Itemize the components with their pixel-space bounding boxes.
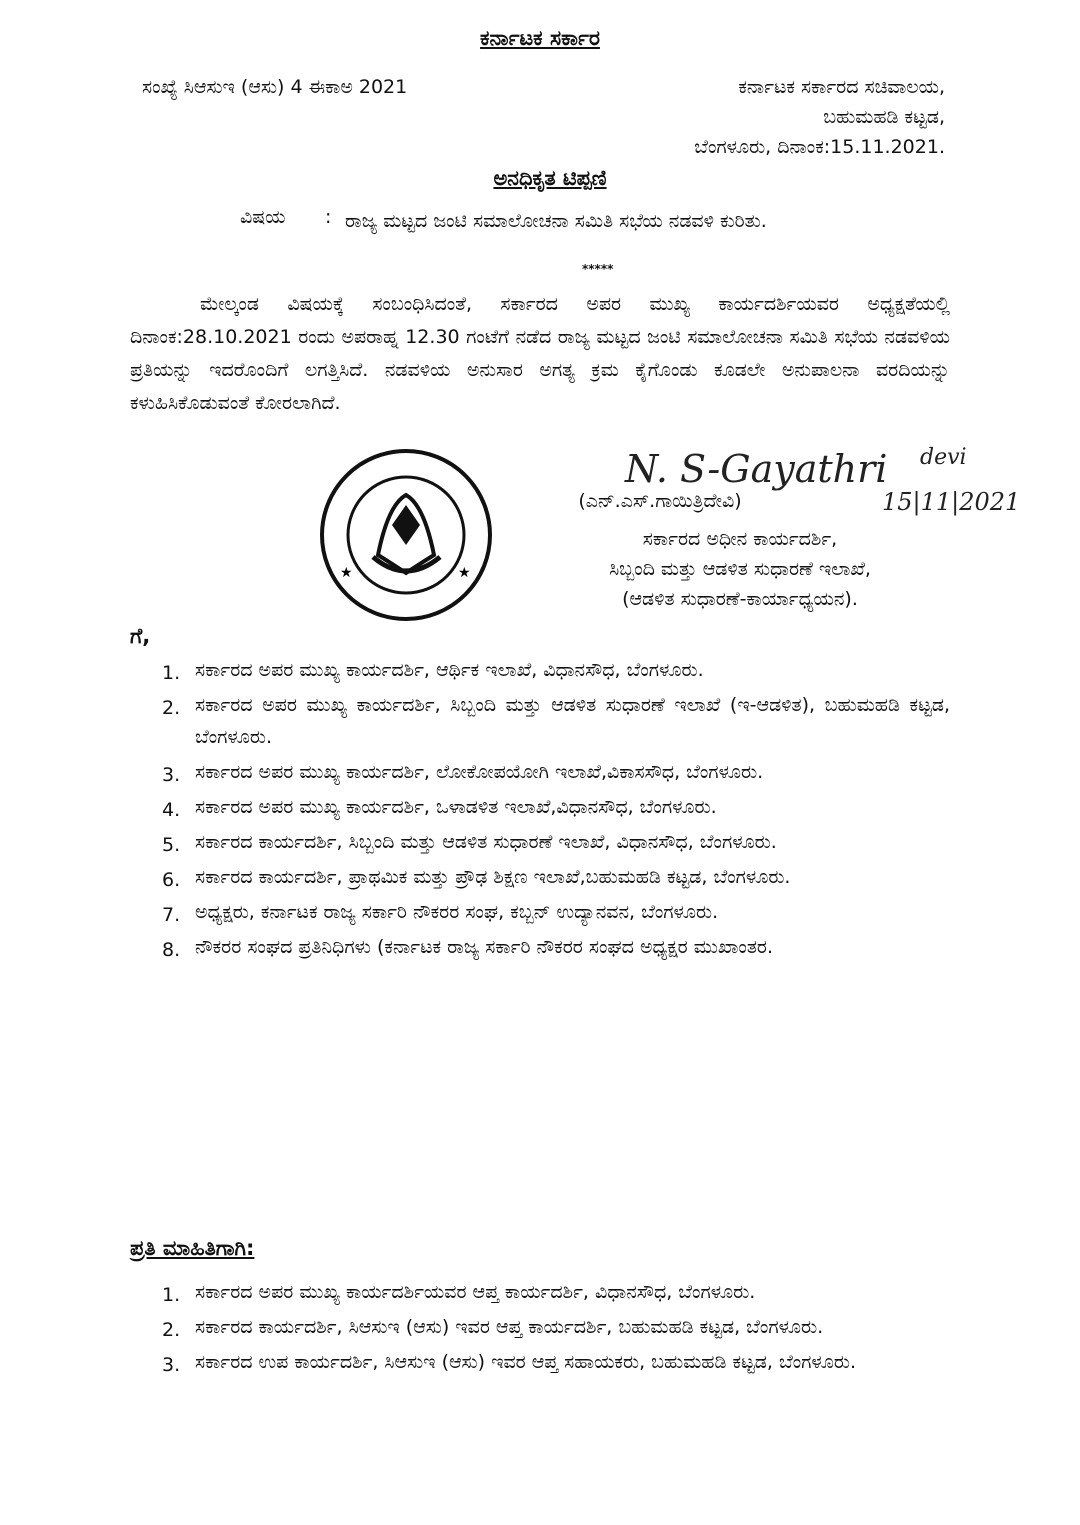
item-number: 4.: [162, 799, 181, 821]
copies-list: [150, 1276, 950, 1381]
list-item: [150, 689, 950, 753]
item-number: 2.: [162, 697, 181, 719]
copies-label: ಪ್ರತಿ ಮಾಹಿತಿಗಾಗಿ:: [130, 1236, 255, 1260]
list-item: [150, 791, 950, 823]
document-title: ಕರ್ನಾಟಕ ಸರ್ಕಾರ: [480, 26, 600, 50]
signatory-designation: ಸರ್ಕಾರದ ಅಧೀನ ಕಾರ್ಯದರ್ಶಿ,: [642, 528, 838, 550]
item-number: 3.: [162, 764, 181, 786]
item-number: 3.: [162, 1354, 181, 1376]
svg-text:15|11|2021: 15|11|2021: [882, 488, 1020, 516]
item-number: 1.: [162, 1284, 181, 1306]
address-date-line: ಬೆಂಗಳೂರು, ದಿನಾಂಕ:15.11.2021.: [694, 136, 945, 158]
item-text: ಸರ್ಕಾರದ ಕಾರ್ಯದರ್ಶಿ, ಸಿಬ್ಬಂದಿ ಮತ್ತು ಆಡಳಿತ ಸುಧಾರಣೆ ಇಲಾಖೆ, ವಿಧಾನಸೌಧ, ಬೆಂಗಳೂರು.: [195, 831, 777, 853]
subject-colon: :: [325, 206, 332, 228]
item-number: 5.: [162, 834, 181, 856]
svg-text:★: ★: [458, 565, 471, 581]
reference-number: ಸಂಖ್ಯೆ ಸಿಆಸುಇ (ಆಸು) 4 ಈಕಾಅ 2021: [142, 76, 408, 98]
list-item: [150, 1346, 950, 1378]
item-text: ಅಧ್ಯಕ್ಷರು, ಕರ್ನಾಟಕ ರಾಜ್ಯ ಸರ್ಕಾರಿ ನೌಕರರ ಸಂಘ, ಕಬ್ಬನ್ ಉದ್ಯಾನವನ, ಬೆಂಗಳೂರು.: [195, 901, 719, 923]
list-item: [150, 826, 950, 858]
svg-text:N. S-Gayathri: N. S-Gayathri: [625, 447, 888, 491]
list-item: [150, 1276, 950, 1308]
item-text: ಸರ್ಕಾರದ ಅಪರ ಮುಖ್ಯ ಕಾರ್ಯದರ್ಶಿಯವರ ಆಪ್ತ ಕಾರ್ಯದರ್ಶಿ, ವಿಧಾನಸೌಧ, ಬೆಂಗಳೂರು.: [195, 1281, 756, 1303]
list-item: [150, 931, 950, 963]
signatory-name: (ಎನ್.ಎಸ್.ಗಾಯಿತ್ರಿದೇವಿ): [578, 490, 742, 512]
item-text: ಸರ್ಕಾರದ ಅಪರ ಮುಖ್ಯ ಕಾರ್ಯದರ್ಶಿ, ಒಳಾಡಳಿತ ಇಲಾಖೆ,ವಿಧಾನಸೌಧ, ಬೆಂಗಳೂರು.: [195, 796, 717, 818]
recipients-label: ಗೆ,: [130, 624, 151, 648]
item-text: ನೌಕರರ ಸಂಘದ ಪ್ರತಿನಿಧಿಗಳು (ಕರ್ನಾಟಕ ರಾಜ್ಯ ಸರ್ಕಾರಿ ನೌಕರರ ಸಂಘದ ಅಧ್ಯಕ್ಷರ ಮುಖಾಂತರ.: [195, 936, 773, 958]
signatory-department: ಸಿಬ್ಬಂದಿ ಮತ್ತು ಆಡಳಿತ ಸುಧಾರಣೆ ಇಲಾಖೆ,: [609, 558, 871, 580]
item-number: 2.: [162, 1319, 181, 1341]
list-item: [150, 756, 950, 788]
item-number: 8.: [162, 939, 181, 961]
item-text: ಸರ್ಕಾರದ ಕಾರ್ಯದರ್ಶಿ, ಪ್ರಾಥಮಿಕ ಮತ್ತು ಪ್ರೌಢ ಶಿಕ್ಷಣ ಇಲಾಖೆ,ಬಹುಮಹಡಿ ಕಟ್ಟಡ, ಬೆಂಗಳೂರು.: [195, 866, 791, 888]
item-text: ಸರ್ಕಾರದ ಉಪ ಕಾರ್ಯದರ್ಶಿ, ಸಿಆಸುಇ (ಆಸು) ಇವರ ಆಪ್ತ ಸಹಾಯಕರು, ಬಹುಮಹಡಿ ಕಟ್ಟಡ, ಬೆಂಗಳೂರು.: [195, 1351, 856, 1373]
address-line: ಬಹುಮಹಡಿ ಕಟ್ಟಡ,: [823, 106, 945, 128]
subject-label: ವಿಷಯ: [240, 206, 286, 228]
item-text: ಸರ್ಕಾರದ ಅಪರ ಮುಖ್ಯ ಕಾರ್ಯದರ್ಶಿ, ಸಿಬ್ಬಂದಿ ಮತ್ತು ಆಡಳಿತ ಸುಧಾರಣೆ ಇಲಾಖೆ (ಇ-ಆಡಳಿತ), ಬಹುಮಹಡಿ ಕಟ್ಟಡ, ಬೆಂಗಳೂರು.: [195, 694, 950, 748]
address-line: ಕರ್ನಾಟಕ ಸರ್ಕಾರದ ಸಚಿವಾಲಯ,: [738, 76, 945, 98]
body-paragraph: ಮೇಲ್ಕಂಡ ವಿಷಯಕ್ಕೆ ಸಂಬಂಧಿಸಿದಂತೆ, ಸರ್ಕಾರದ ಅಪರ ಮುಖ್ಯ ಕಾರ್ಯದರ್ಶಿಯವರ ಅಧ್ಯಕ್ಷತೆಯಲ್ಲಿ ದಿನಾಂಕ:28.10.2021 ರಂದು ಅಪರಾಹ್ನ 12.30 ಗಂಟೆಗೆ ನಡೆದ ರಾಜ್ಯ ಮಟ್ಟದ ಜಂಟಿ ಸಮಾಲೋಚನಾ ಸಮಿತಿ ಸಭೆಯ ನಡವಳಿಯ ಪ್ರತಿಯನ್ನು ಇದರೊಂದಿಗೆ ಲಗತ್ತಿಸಿದೆ. ನಡವಳಿಯ ಅನುಸಾರ ಅಗತ್ಯ ಕ್ರಮ ಕೈಗೊಂಡು ಕೂಡಲೇ ಅನುಪಾಲನಾ ವರದಿಯನ್ನು ಕಳುಹಿಸಿಕೊಡುವಂತೆ ಕೋರಲಾಗಿದೆ.: [130, 293, 950, 414]
note-heading: ಅನಧಿಕೃತ ಟಿಪ್ಪಣಿ: [493, 166, 607, 190]
list-item: [150, 1311, 950, 1343]
item-text: ಸರ್ಕಾರದ ಅಪರ ಮುಖ್ಯ ಕಾರ್ಯದರ್ಶಿ, ಲೋಕೋಪಯೋಗಿ ಇಲಾಖೆ,ವಿಕಾಸಸೌಧ, ಬೆಂಗಳೂರು.: [195, 761, 764, 783]
svg-text:devi: devi: [920, 445, 967, 470]
item-text: ಸರ್ಕಾರದ ಅಪರ ಮುಖ್ಯ ಕಾರ್ಯದರ್ಶಿ, ಆರ್ಥಿಕ ಇಲಾಖೆ, ವಿಧಾನಸೌಧ, ಬೆಂಗಳೂರು.: [195, 659, 704, 681]
item-number: 6.: [162, 869, 181, 891]
svg-text:★: ★: [340, 565, 353, 581]
list-item: [150, 654, 950, 686]
separator: *****: [582, 262, 614, 276]
list-item: [150, 861, 950, 893]
signatory-section: (ಆಡಳಿತ ಸುಧಾರಣೆ-ಕಾರ್ಯಾಧ್ಯಯನ).: [622, 588, 858, 610]
recipients-list: [150, 654, 950, 966]
list-item: [150, 896, 950, 928]
item-text: ಸರ್ಕಾರದ ಕಾರ್ಯದರ್ಶಿ, ಸಿಆಸುಇ (ಆಸು) ಇವರ ಆಪ್ತ ಕಾರ್ಯದರ್ಶಿ, ಬಹುಮಹಡಿ ಕಟ್ಟಡ, ಬೆಂಗಳೂರು.: [195, 1316, 824, 1338]
item-number: 7.: [162, 904, 181, 926]
subject-text: ರಾಜ್ಯ ಮಟ್ಟದ ಜಂಟಿ ಸಮಾಲೋಚನಾ ಸಮಿತಿ ಸಭೆಯ ನಡವಳಿ ಕುರಿತು.: [345, 210, 767, 232]
official-seal: [318, 445, 494, 625]
item-number: 1.: [162, 662, 181, 684]
